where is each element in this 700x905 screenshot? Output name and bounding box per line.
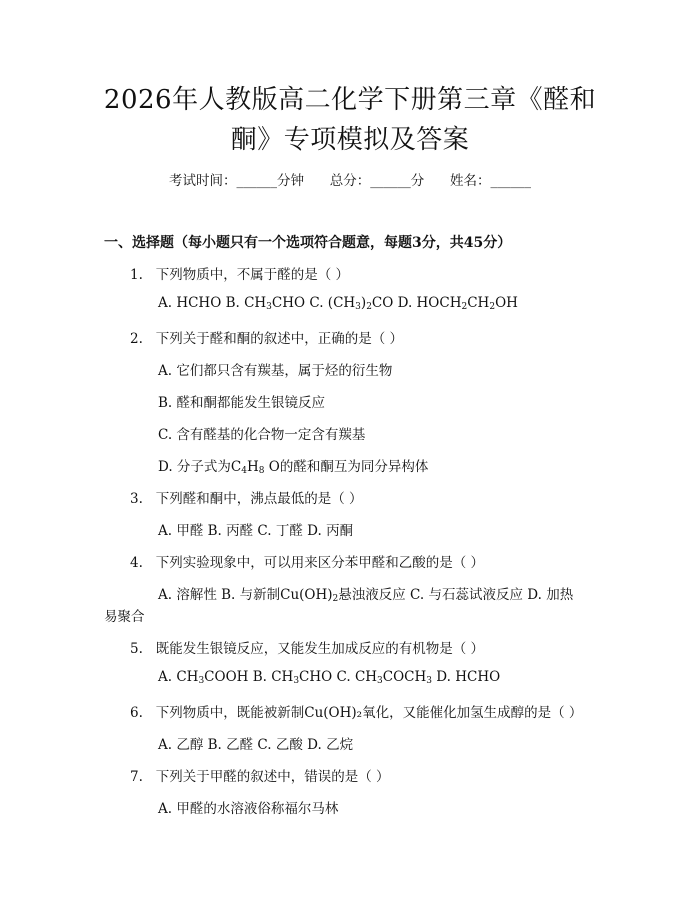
question-number: 1. [130, 267, 143, 283]
question-stem: 下列实验现象中，可以用来区分苯甲醛和乙酸的是（ ） [155, 555, 485, 571]
question-stem: 下列关于醛和酮的叙述中，正确的是（ ） [155, 331, 404, 347]
title-line-1: 2026年人教版高二化学下册第三章《醛和 [103, 85, 597, 115]
question-2 [130, 327, 403, 347]
question-1-options: A. HCHO B. $CH_3CHO$ C. $(CH_3)_2CO$ D. $HOCH_2CH_2OH$ [158, 295, 518, 312]
question-3-options: A. 甲醛 B. 丙醛 C. 丁醛 D. 丙酮 [158, 523, 354, 539]
question-number: 4. [130, 555, 143, 571]
question-2-option-d: D. 分子式为$C_4H_8$ O的醛和酮互为同分异构体 [158, 459, 429, 476]
name-blank: ______ [490, 173, 531, 189]
score-label: 总分： [329, 173, 371, 189]
question-stem: 既能发生银镜反应，又能发生加成反应的有机物是（ ） [155, 641, 485, 657]
question-stem: 下列物质中，不属于醛的是（ ） [155, 267, 350, 283]
question-4-options: A. 溶解性 B. 与新制$Cu(OH)_2$悬浊液反应 C. 与石蕊试液反应 D. 加热 [158, 587, 574, 604]
time-label: 考试时间： [169, 173, 237, 189]
question-1 [130, 263, 349, 283]
document-title [60, 80, 640, 160]
question-5-options: A. $CH_3COOH$ B. $CH_3CHO$ C. $CH_3COCH_3$ D. HCHO [158, 669, 501, 686]
question-7 [130, 765, 390, 785]
score-blank: ______ [370, 173, 411, 189]
question-2-option-c: C. 含有醛基的化合物一定含有羰基 [158, 427, 366, 443]
question-3 [130, 487, 363, 507]
question-7-option-a: A. 甲醛的水溶液俗称福尔马林 [158, 801, 339, 817]
question-2-option-a: A. 它们都只含有羰基，属于烃的衍生物 [158, 363, 393, 379]
title-line-2: 酮》专项模拟及答案 [230, 125, 470, 155]
question-number: 2. [130, 331, 143, 347]
question-6 [130, 701, 582, 721]
question-number: 3. [130, 491, 143, 507]
question-4-options-wrap: 易聚合 [104, 609, 145, 625]
time-unit: 分钟 [277, 173, 304, 189]
exam-info-line [0, 169, 700, 189]
question-number: 5. [130, 641, 143, 657]
score-unit: 分 [410, 173, 425, 189]
question-stem: 下列关于甲醛的叙述中，错误的是（ ） [155, 769, 390, 785]
question-stem: 下列物质中，既能被新制Cu(OH)₂氧化，又能催化加氢生成醇的是（ ） [155, 705, 583, 721]
question-stem: 下列醛和酮中，沸点最低的是（ ） [155, 491, 363, 507]
question-number: 6. [130, 705, 143, 721]
question-4 [130, 551, 484, 571]
question-2-option-b: B. 醛和酮都能发生银镜反应 [158, 395, 326, 411]
name-label: 姓名： [450, 173, 491, 189]
question-6-options: A. 乙醇 B. 乙醛 C. 乙酸 D. 乙烷 [158, 737, 354, 753]
question-5 [130, 637, 484, 657]
section-heading: 一、选择题（每小题只有一个选项符合题意，每题3分，共45分） [104, 235, 512, 251]
time-blank: ______ [236, 173, 277, 189]
question-number: 7. [130, 769, 143, 785]
